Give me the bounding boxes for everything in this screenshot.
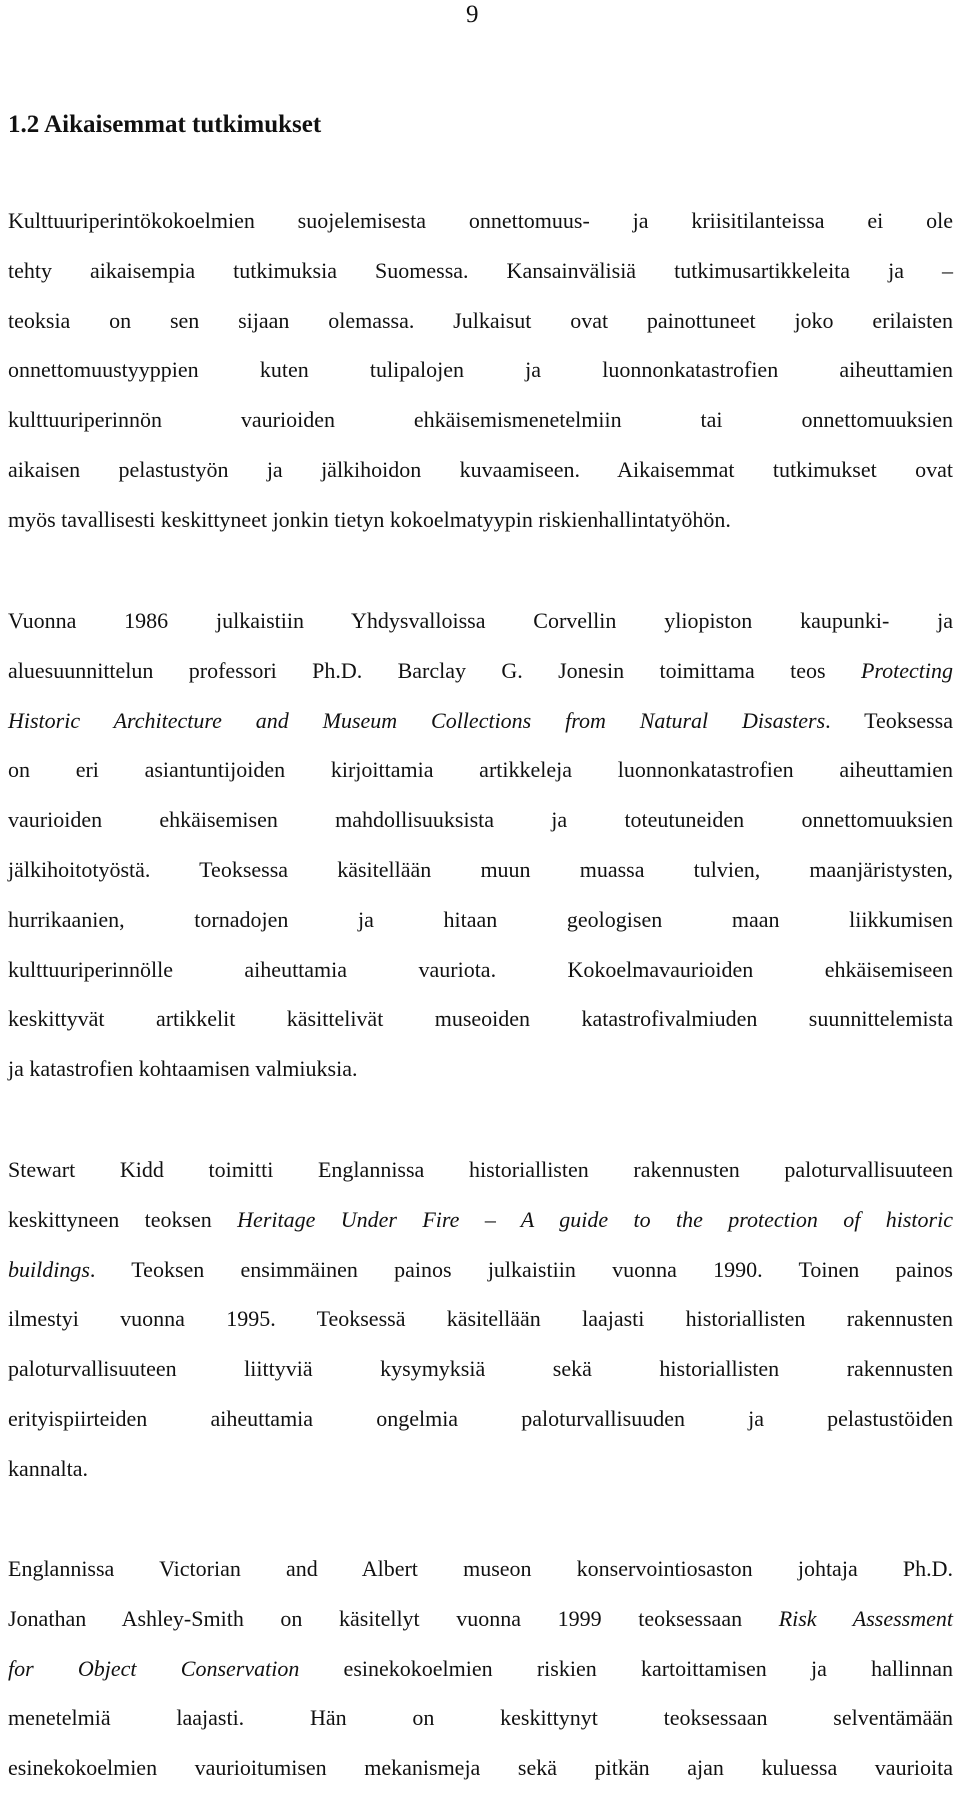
paragraph-1 [8,196,953,545]
paragraph-4 [8,1544,953,1793]
section-heading: 1.2 Aikaisemmat tutkimukset [8,111,322,138]
text-line [8,1344,953,1394]
text-segment: on eri asiantuntijoiden kirjoittamia artikkeleja luonnonkatastrofien aiheuttamien [8,757,953,783]
text-line [8,1294,953,1344]
text-line [8,345,953,395]
text-segment: keskittyvät artikkelit käsittelivät museoiden katastrofivalmiuden suunnittelemista [8,1006,953,1032]
text-segment: aikaisen pelastustyön ja jälkihoidon kuvaamiseen. Aikaisemmat tutkimukset ovat [8,456,953,482]
text-segment: teoksia on sen sijaan olemassa. Julkaisut ovat painottuneet joko erilaisten [8,307,953,333]
text-segment: Jonathan Ashley-Smith on käsitellyt vuonna 1999 teoksessaan [8,1605,779,1631]
paragraph-3 [8,1145,953,1494]
text-line [8,495,953,545]
text-line [8,994,953,1044]
text-segment: vaurioiden ehkäisemisen mahdollisuuksista ja toteutuneiden onnettomuuksien [8,807,953,833]
text-line [8,1693,953,1743]
text-line [8,196,953,246]
text-segment: esinekokoelmien riskien kartoittamisen ja hallinnan [299,1655,954,1681]
text-segment: Stewart Kidd toimitti Englannissa historiallisten rakennusten paloturvallisuuteen [8,1157,953,1182]
text-segment: kulttuuriperinnön vaurioiden ehkäisemismenetelmiin tai onnettomuuksien [8,407,953,433]
text-line [8,895,953,945]
italic-title-text: Heritage Under Fire – A guide to the protection of historic [237,1206,953,1232]
text-segment: tehty aikaisempia tutkimuksia Suomessa. Kansainvälisiä tutkimusartikkeleita ja – [8,257,953,283]
text-line [8,395,953,445]
text-segment: Kulttuuriperintökokoelmien suojelemisesta onnettomuus- ja kriisitilanteissa ei ole [8,208,953,233]
text-line [8,1594,953,1644]
text-segment: menetelmiä laajasti. Hän on keskittynyt teoksessaan selventämään [8,1705,953,1731]
paragraph-2 [8,596,953,1094]
text-line [8,696,953,746]
text-line [8,1644,953,1694]
italic-title-text: buildings [8,1256,90,1282]
text-segment: paloturvallisuuteen liittyviä kysymyksiä sekä historiallisten rakennusten [8,1356,953,1382]
text-line [8,646,953,696]
text-line [8,596,953,646]
text-segment: keskittyneen teoksen [8,1206,238,1232]
text-segment: myös tavallisesti keskittyneet jonkin tietyn kokoelmatyypin riskienhallintatyöhön. [8,506,731,532]
text-segment: erityispiirteiden aiheuttamia ongelmia paloturvallisuuden ja pelastustöiden [8,1405,953,1431]
page-number: 9 [466,1,479,28]
text-line [8,1394,953,1444]
text-line [8,795,953,845]
text-segment: kannalta. [8,1455,89,1481]
text-line [8,1145,953,1195]
text-segment: ja katastrofien kohtaamisen valmiuksia. [8,1056,358,1082]
italic-title-text: Risk Assessment [778,1605,953,1631]
italic-title-text: Historic Architecture and Museum Collections from Natural Disasters [8,707,826,733]
text-line [8,1444,953,1494]
text-line [8,1044,953,1094]
text-segment: jälkihoitotyöstä. Teoksessa käsitellään muun muassa tulvien, maanjäristysten, [8,856,953,882]
text-line [8,1544,953,1594]
text-segment: . Teoksen ensimmäinen painos julkaistiin vuonna 1990. Toinen painos [89,1256,953,1282]
text-segment: esinekokoelmien vaurioitumisen mekanismeja sekä pitkän ajan kuluessa vaurioita [8,1755,953,1781]
text-line [8,445,953,495]
text-segment: . Teoksessa [825,707,954,733]
text-line [8,745,953,795]
text-line [8,1245,953,1295]
italic-title-text: for Object Conservation [8,1655,300,1681]
text-line [8,1195,953,1245]
text-segment: ilmestyi vuonna 1995. Teoksessä käsitellään laajasti historiallisten rakennusten [8,1306,953,1332]
text-segment: Englannissa Victorian and Albert museon konservointiosaston johtaja Ph.D. [8,1556,953,1581]
text-segment: Vuonna 1986 julkaistiin Yhdysvalloissa Corvellin yliopiston kaupunki- ja [8,608,953,633]
text-segment: kulttuuriperinnölle aiheuttamia vauriota. Kokoelmavaurioiden ehkäisemiseen [8,956,953,982]
text-line [8,246,953,296]
text-segment: onnettomuustyyppien kuten tulipalojen ja luonnonkatastrofien aiheuttamien [8,357,953,383]
text-segment: aluesuunnittelun professori Ph.D. Barclay G. Jonesin toimittama teos [8,657,861,683]
italic-title-text: Protecting [860,657,953,683]
text-line [8,296,953,346]
text-line [8,945,953,995]
text-segment: hurrikaanien, tornadojen ja hitaan geologisen maan liikkumisen [8,906,953,932]
text-line [8,845,953,895]
